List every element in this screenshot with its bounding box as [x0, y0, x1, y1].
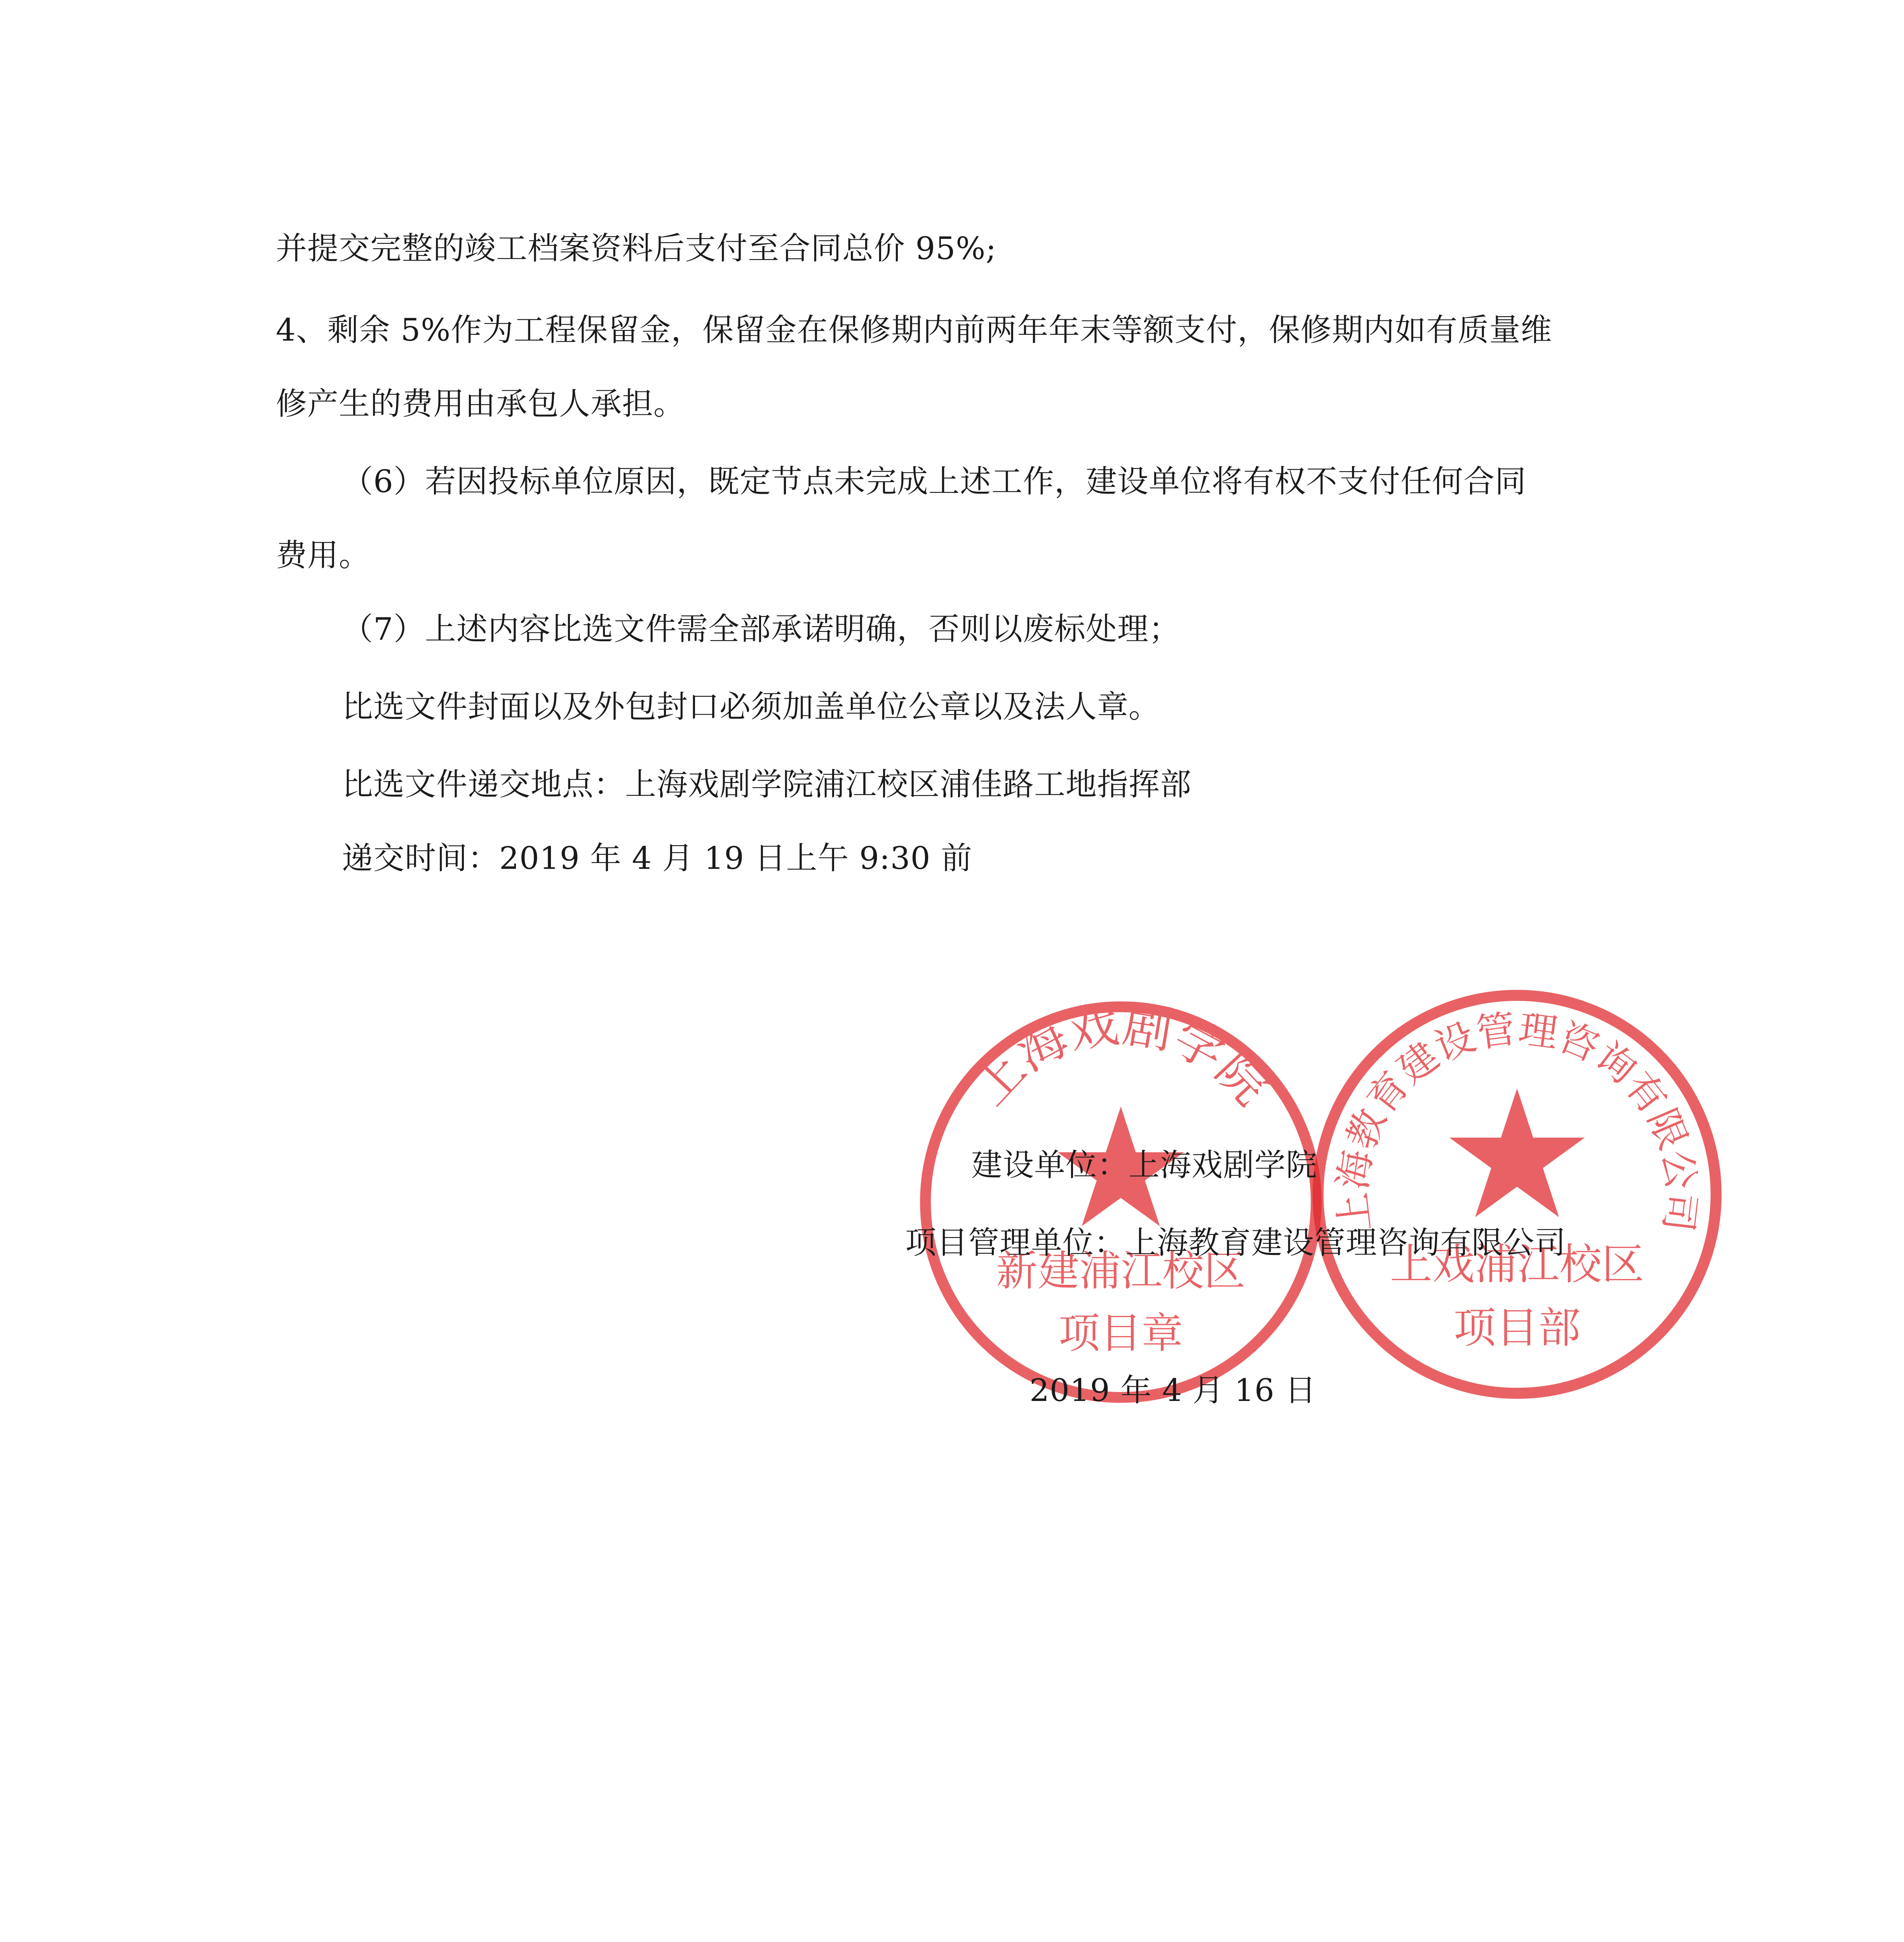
stamp-right-ring-text: 上海教育建设管理咨询有限公司 [1329, 1006, 1705, 1234]
svg-text:上海戏剧学院 [962, 995, 1280, 1115]
stamp-right [1305, 983, 1729, 1406]
stamp-left [913, 994, 1329, 1410]
paragraph-8: 比选文件递交地点：上海戏剧学院浦江校区浦佳路工地指挥部 [342, 766, 1192, 802]
paragraph-3: 修产生的费用由承包人承担。 [276, 386, 685, 422]
paragraph-6: （7）上述内容比选文件需全部承诺明确，否则以废标处理； [342, 611, 1180, 647]
management-unit: 项目管理单位：上海教育建设管理咨询有限公司 [905, 1225, 1566, 1261]
signature-date: 2019 年 4 月 16 日 [1030, 1372, 1317, 1408]
paragraph-1: 并提交完整的竣工档案资料后支付至合同总价 95%; [276, 230, 997, 266]
stamp-left-ring-text: 上海戏剧学院 [961, 995, 1280, 1116]
stamp-right-graphic [1305, 983, 1729, 1406]
paragraph-2: 4、剩余 5%作为工程保留金，保留金在保修期内前两年年末等额支付，保修期内如有质量维 [276, 312, 1552, 348]
stamp-left-bottom-text: 项目章 [1058, 1309, 1183, 1358]
paragraph-4: （6）若因投标单位原因，既定节点未完成上述工作，建设单位将有权不支付任何合同 [342, 463, 1526, 499]
stamp-right-bottom-text: 项目部 [1453, 1303, 1581, 1353]
stamp-left-inner-text: 新建浦江校区 [996, 1247, 1246, 1295]
paragraph-5: 费用。 [276, 537, 370, 573]
stamp-left-graphic [913, 994, 1329, 1410]
stamp-right-inner-text: 上戏浦江校区 [1390, 1240, 1644, 1289]
paragraph-7: 比选文件封面以及外包封口必须加盖单位公章以及法人章。 [342, 689, 1160, 725]
star-icon [1449, 1089, 1585, 1217]
paragraph-9: 递交时间：2019 年 4 月 19 日上午 9:30 前 [342, 840, 972, 876]
construction-unit: 建设单位：上海戏剧学院 [971, 1147, 1317, 1183]
